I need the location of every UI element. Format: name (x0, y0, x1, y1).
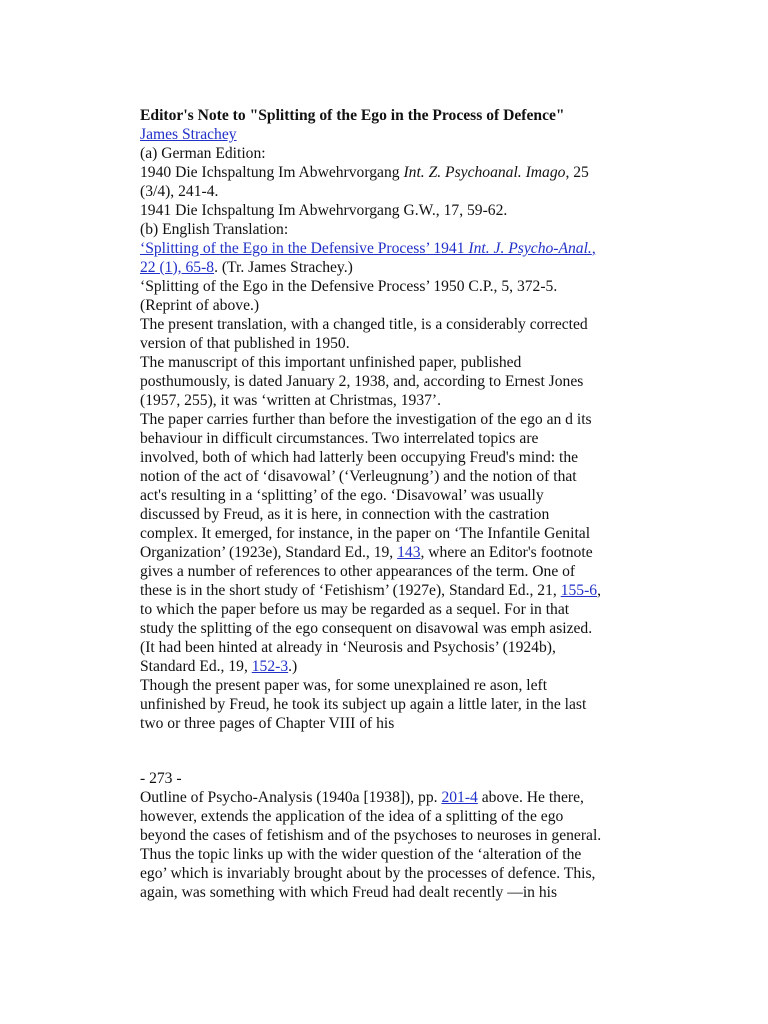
paragraph-3-line: Organization’ (1923e), Standard Ed., 19, 143, where an Editor's footnote (140, 544, 593, 561)
paragraph-3-line: involved, both of which had latterly been occupying Freud's mind: the (140, 449, 579, 466)
page-ref-link-152-3[interactable]: 152-3 (251, 658, 289, 675)
translator-note: . (Tr. James Strachey.) (214, 259, 353, 276)
paragraph-5-line: Outline of Psycho-Analysis (1940a [1938]), pp. 201-4 above. He there, (140, 789, 584, 806)
paragraph-2-line: The manuscript of this important unfinished paper, published (140, 354, 522, 371)
english-translation-heading: (b) English Translation: (140, 221, 289, 238)
paragraph-3-line: behaviour in difficult circumstances. Two interrelated topics are (140, 430, 539, 447)
page-ref-link-155-6[interactable]: 155-6 (560, 582, 598, 599)
paragraph-3-line: notion of the act of ‘disavowal’ (‘Verleugnung’) and the notion of that (140, 468, 577, 485)
paragraph-3-line: study the splitting of the ego consequent on disavowal was emph asized. (140, 620, 593, 637)
paragraph-4-line: two or three pages of Chapter VIII of his (140, 715, 395, 732)
german-edition-entry-1: 1940 Die Ichspaltung Im Abwehrvorgang Int. Z. Psychoanal. Imago, 25 (140, 164, 589, 181)
paragraph-3-line: to which the paper before us may be regarded as a sequel. For in that (140, 601, 570, 618)
english-reprint-note: (Reprint of above.) (140, 297, 260, 314)
author-link[interactable]: James Strachey (140, 126, 237, 143)
paragraph-3-line: act's resulting in a ‘splitting’ of the ego. ‘Disavowal’ was usually (140, 487, 544, 504)
paragraph-3-line: complex. It emerged, for instance, in the paper on ‘The Infantile Genital (140, 525, 591, 542)
paragraph-3-line: (It had been hinted at already in ‘Neurosis and Psychosis’ (1924b), (140, 639, 556, 656)
paragraph-5-line: Thus the topic links up with the wider question of the ‘alteration of the (140, 846, 582, 863)
german-edition-entry-2: 1941 Die Ichspaltung Im Abwehrvorgang G.W., 17, 59-62. (140, 202, 508, 219)
paragraph-3-line: Standard Ed., 19, 152-3.) (140, 658, 298, 675)
german-edition-heading: (a) German Edition: (140, 145, 266, 162)
page-ref-link-201-4[interactable]: 201-4 (441, 789, 478, 806)
document-body-page-273 (140, 769, 640, 902)
paragraph-1-line: version of that published in 1950. (140, 335, 350, 352)
document-title: Editor's Note to "Splitting of the Ego in the Process of Defence" (140, 107, 565, 124)
english-translation-link-cont[interactable]: 22 (1), 65-8 (140, 259, 215, 276)
english-translation-link[interactable]: ‘Splitting of the Ego in the Defensive Process’ 1941 Int. J. Psycho-Anal., (140, 240, 596, 257)
paragraph-2-line: (1957, 255), it was ‘written at Christmas, 1937’. (140, 392, 442, 409)
paragraph-5-line: ego’ which is invariably brought about by the processes of defence. This, (140, 865, 596, 882)
paragraph-2-line: posthumously, is dated January 2, 1938, and, according to Ernest Jones (140, 373, 584, 390)
paragraph-4-line: unfinished by Freud, he took its subject up again a little later, in the last (140, 696, 587, 713)
paragraph-4-line: Though the present paper was, for some unexplained re ason, left (140, 677, 548, 694)
paragraph-3-line: these is in the short study of ‘Fetishism’ (1927e), Standard Ed., 21, 155-6, (140, 582, 601, 599)
paragraph-5-line: again, was something with which Freud had dealt recently —in his (140, 884, 558, 901)
english-reprint-entry: ‘Splitting of the Ego in the Defensive Process’ 1950 C.P., 5, 372-5. (140, 278, 558, 295)
document-body (140, 106, 640, 733)
page-marker: - 273 - (140, 770, 182, 787)
paragraph-5-line: beyond the cases of fetishism and of the psychoses to neuroses in general. (140, 827, 602, 844)
paragraph-3-line: gives a number of references to other appearances of the term. One of (140, 563, 576, 580)
paragraph-3-line: The paper carries further than before the investigation of the ego an d its (140, 411, 592, 428)
german-edition-entry-1-cont: (3/4), 241-4. (140, 183, 219, 200)
paragraph-1-line: The present translation, with a changed title, is a considerably corrected (140, 316, 588, 333)
paragraph-3-line: discussed by Freud, as it is here, in connection with the castration (140, 506, 550, 523)
paragraph-5-line: however, extends the application of the idea of a splitting of the ego (140, 808, 564, 825)
page-ref-link-143[interactable]: 143 (397, 544, 421, 561)
